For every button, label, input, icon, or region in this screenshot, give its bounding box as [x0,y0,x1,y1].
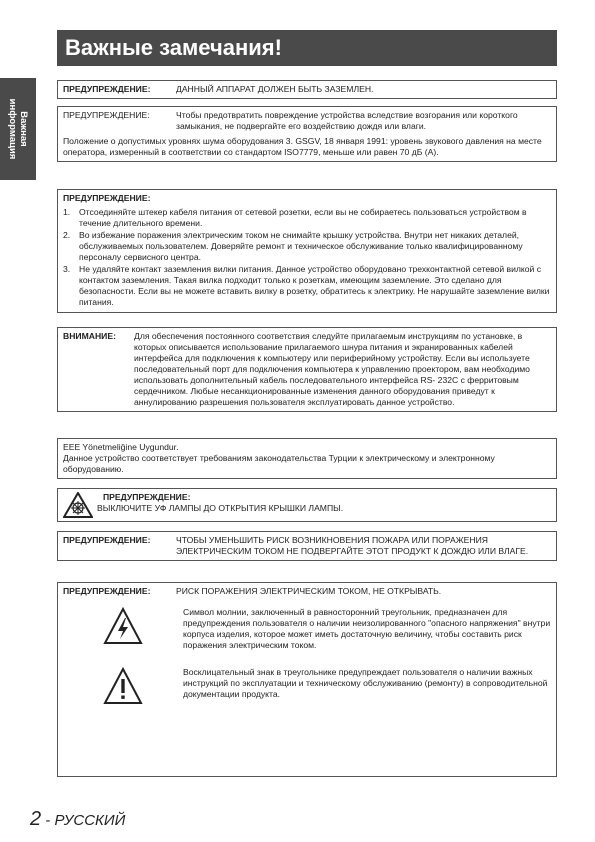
warning-label: ПРЕДУПРЕЖДЕНИЕ: [63,84,151,94]
warning-text: ВЫКЛЮЧИТЕ УФ ЛАМПЫ ДО ОТКРЫТИЯ КРЫШКИ ЛАМПЫ. [97,503,344,513]
caution-text: Для обеспечения постоянного соответствия следуйте прилагаемым инструкциям по установке, в которых описывается использование прилагаемого шнура питания и экранированных кабелей интерфейса для подключения к компьютеру или периферийному устройству. Если вы используете последовательный порт для подключения компьютера к управлению проектором, вам необходимо использовать дополнительный кабель последовательного интерфейса RS- 232C с ферритовым сердечником. Любые несанкционированные изменения данного оборудования приведут к аннулированию разрешения пользователя эксплуатировать данное устройство. [134,331,530,407]
warning-text: Чтобы предотвратить повреждение устройства вследствие возгорания или короткого замыкания, не подвергайте его воздействию дождя или влаги. [176,110,518,131]
side-tab [0,78,36,180]
warning-label: ПРЕДУПРЕЖДЕНИЕ: [63,535,151,545]
warning-moisture-box [57,106,557,162]
exclamation-triangle-icon [63,667,183,705]
list-item-number: 3. [63,264,71,274]
warning-header: ПРЕДУПРЕЖДЕНИЕ: [63,193,151,203]
warning-list-box [57,189,557,313]
side-tab-line2: информация [7,98,18,160]
list-item-text: Не удаляйте контакт заземления вилки питания. Данное устройство оборудовано трехконтактной сетевой вилкой с контактом заземления. Такая вилка подходит только к розеткам, имеющим заземление. Это сделано для безопасности. Если вы не можете вставить вилку в розетку, обратитесь к электрику. Не нарушайте заземление вилки питания. [79,264,550,307]
list-item [63,264,551,308]
uv-hazard-icon [63,492,97,518]
eee-text: Данное устройство соответствует требованиям законодательства Турции к электрическому и электронному оборудованию. [63,453,495,474]
warning-header: ПРЕДУПРЕЖДЕНИЕ: [103,492,191,502]
warning-text: ЧТОБЫ УМЕНЬШИТЬ РИСК ВОЗНИКНОВЕНИЯ ПОЖАРА ИЛИ ПОРАЖЕНИЯ ЭЛЕКТРИЧЕСКИМ ТОКОМ НЕ ПОДВЕРГАЙТЕ ЭТОТ ПРОДУКТ К ДОЖДЮ ИЛИ ВЛАГЕ. [176,535,529,556]
warning-label: ПРЕДУПРЕЖДЕНИЕ: [63,586,151,596]
eee-compliance-box [57,438,557,479]
caution-label: ВНИМАНИЕ: [63,331,116,341]
page-title: Важные замечания! [57,30,557,66]
list-item-text: Отсоединяйте штекер кабеля питания от сетевой розетки, если вы не собираетесь пользоваться устройством в течение длительного времени. [79,207,527,228]
lightning-description: Символ молнии, заключенный в равносторонний треугольник, предназначен для предупреждения пользователя о наличии неизолированного "опасного напряжения" внутри корпуса изделия, которое может иметь достаточную величину, чтобы составить риск поражения электрическим током. [183,607,551,650]
list-item [63,207,551,229]
warning-grounding-box [57,80,557,99]
caution-box [57,327,557,412]
warning-label: ПРЕДУПРЕЖДЕНИЕ: [63,110,150,120]
page-number: 2 [30,808,42,830]
list-item-number: 1. [63,207,71,217]
list-item-text: Во избежание поражения электрическим током не снимайте крышку устройства. Внутри нет никаких деталей, обслуживаемых пользователем. Доверяйте ремонт и техническое обслуживание только квалифицированному персоналу сервисного центра. [79,230,523,262]
exclamation-description: Восклицательный знак в треугольнике предупреждает пользователя о наличии важных инструкций по эксплуатации и техническому обслуживанию (ремонту) в сопроводительной документации продукта. [183,667,548,699]
warning-text: ДАННЫЙ АППАРАТ ДОЛЖЕН БЫТЬ ЗАЗЕМЛЕН. [176,84,374,94]
lightning-triangle-icon [63,607,183,651]
side-tab-label [0,78,36,180]
warning-shock-box [57,582,557,777]
warning-text: РИСК ПОРАЖЕНИЯ ЭЛЕКТРИЧЕСКИМ ТОКОМ, НЕ ОТКРЫВАТЬ. [176,586,442,596]
side-tab-line1: Важная [18,111,29,147]
list-item [63,230,551,263]
list-item-number: 2. [63,230,71,240]
uv-warning-box [57,488,557,522]
footer-language: - РУССКИЙ [41,812,126,829]
warning-fire-box [57,531,557,561]
page-footer [30,808,125,831]
noise-paragraph: Положение о допустимых уровнях шума оборудования 3. GSGV, 18 января 1991: уровень звукового давления на месте оператора, измеренный в соответствии со стандартом ISO7779, меньше или равен 70 дБ (А). [63,136,542,157]
eee-title: EEE Yönetmeliğine Uygundur. [63,442,179,452]
